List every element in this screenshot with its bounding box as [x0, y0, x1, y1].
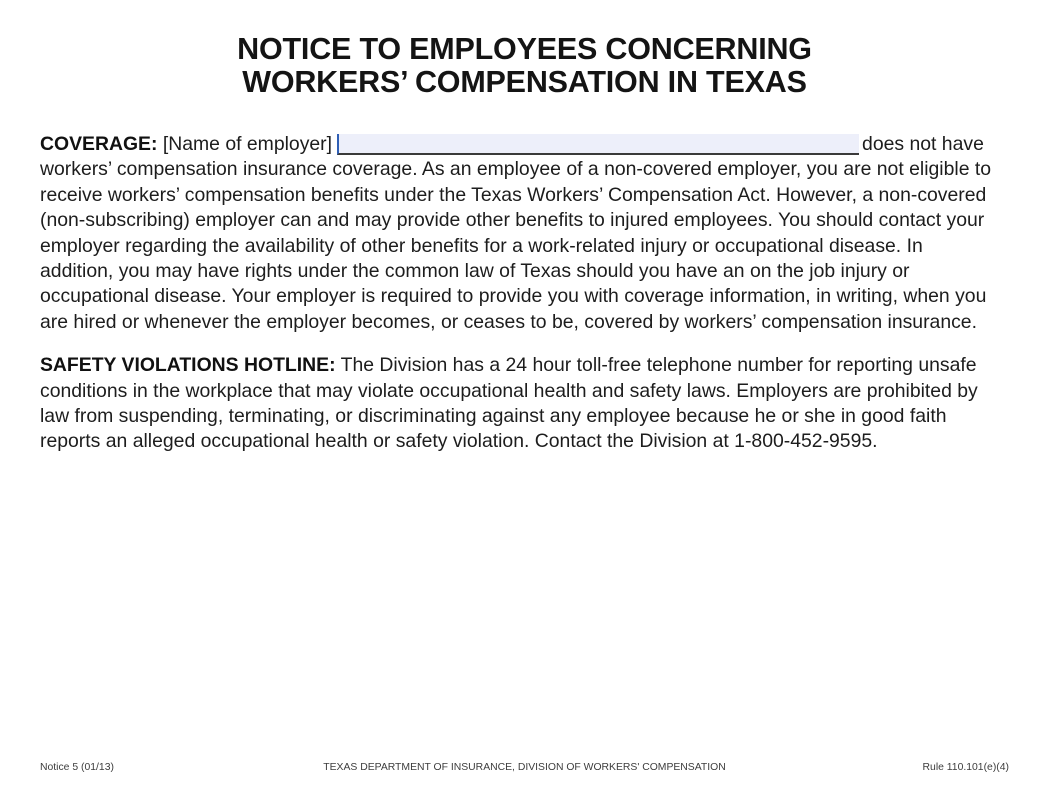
coverage-heading: COVERAGE:	[40, 133, 158, 155]
hotline-heading: SAFETY VIOLATIONS HOTLINE:	[40, 354, 336, 377]
page-title-line-1: NOTICE TO EMPLOYEES CONCERNING	[237, 32, 812, 66]
coverage-body-text: does not have workers’ compensation insurance coverage. As an employee of a non-covered employer, you are not eligible to receive workers’ compensation benefits under the Texas Workers’ Compensation Act. However, a non-covered (non-subscribing) employer can and may provide other benefits to injured employees. You should contact your employer regarding the availability of other benefits for a work-related injury or occupational disease. In addition, you may have rights under the common law of Texas should you have an on the job injury or occupational disease. Your employer is required to provide you with coverage information, in writing, when you are hired or whenever the employer becomes, or ceases to be, covered by workers’ compensation insurance.	[40, 133, 992, 333]
employer-name-label: [Name of employer]	[162, 133, 333, 155]
hotline-body-text: The Division has a 24 hour toll-free telephone number for reporting unsafe conditions in the workplace that may violate occupational health and safety laws. Employers are prohibited by law from suspending, terminating, or discriminating against any employee because he or she in good faith reports an alleged occupational health or safety violation. Contact the Division at 1-800-452-9595.	[40, 354, 978, 453]
page-footer	[40, 762, 1009, 778]
document-body	[40, 132, 1000, 455]
employer-name-field[interactable]	[337, 134, 859, 155]
hotline-paragraph	[40, 353, 1000, 455]
page-title-line-2: WORKERS’ COMPENSATION IN TEXAS	[242, 65, 807, 99]
coverage-paragraph	[40, 132, 1000, 335]
footer-agency-name: TEXAS DEPARTMENT OF INSURANCE, DIVISION OF WORKERS' COMPENSATION	[323, 762, 726, 773]
footer-rule-citation: Rule 110.101(e)(4)	[922, 762, 1009, 773]
footer-notice-number: Notice 5 (01/13)	[40, 762, 114, 773]
page-title	[0, 33, 1049, 99]
